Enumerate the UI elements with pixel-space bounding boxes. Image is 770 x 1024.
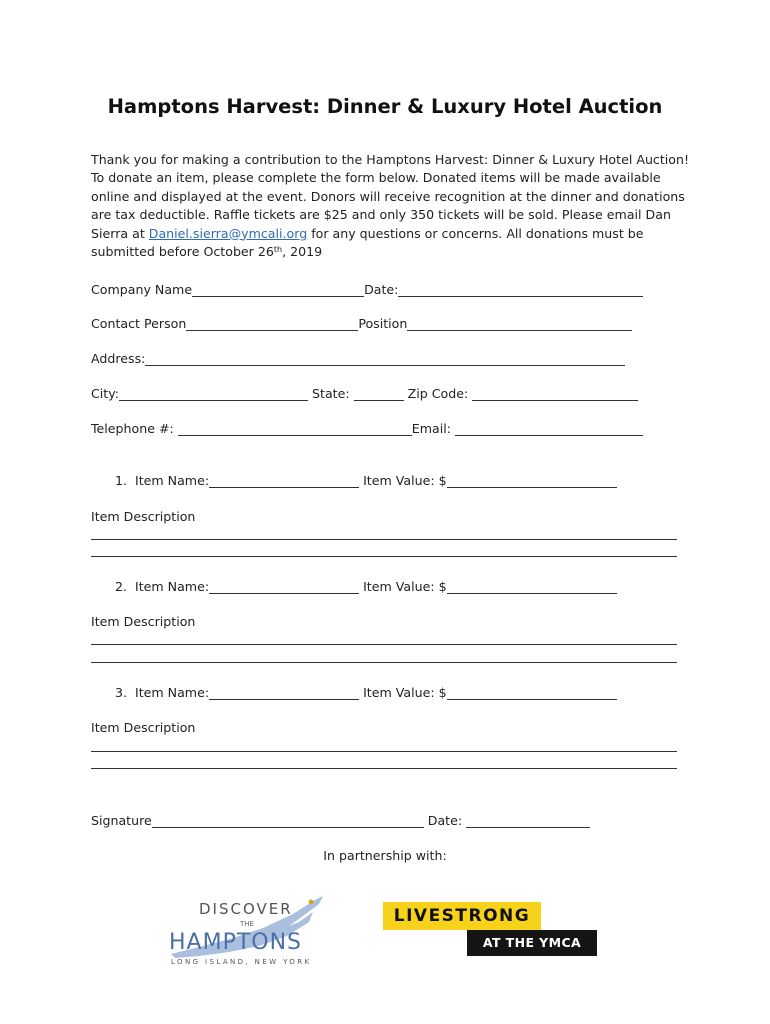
item-3-row — [115, 682, 617, 700]
item-1-description-label: Item Description — [91, 509, 196, 524]
zip-label: Zip Code: — [403, 386, 473, 401]
intro-text-cont: for any questions or concerns. All donations must be submitted before October 26 — [91, 225, 644, 260]
item-3-description-line-2[interactable] — [91, 768, 677, 769]
page-title: Hamptons Harvest: Dinner & Luxury Hotel Auction — [107, 95, 663, 118]
contact-row — [91, 313, 632, 331]
date-suffix: th — [273, 245, 283, 255]
city-label: City: — [91, 386, 120, 401]
intro-year: , 2019 — [282, 244, 323, 260]
item-value-label: Item Value: $ — [359, 579, 447, 594]
item-3-name-field[interactable] — [209, 685, 359, 700]
logo-long-island-text: LONG ISLAND, NEW YORK — [171, 958, 312, 966]
item-name-label: Item Name: — [135, 579, 210, 594]
company-name-field[interactable] — [192, 282, 364, 297]
state-field[interactable] — [354, 386, 404, 401]
company-name-label: Company Name — [91, 282, 193, 297]
logo-the-text: THE — [240, 920, 254, 928]
item-value-label: Item Value: $ — [359, 473, 447, 488]
signature-date-field[interactable] — [466, 813, 590, 828]
item-2-value-field[interactable] — [447, 579, 617, 594]
email-field[interactable] — [455, 421, 643, 436]
telephone-label: Telephone #: — [91, 421, 178, 436]
discover-hamptons-logo — [163, 892, 335, 972]
company-row — [91, 279, 643, 297]
item-1-description-line-1[interactable] — [91, 539, 677, 540]
contact-person-label: Contact Person — [91, 316, 187, 331]
item-2-description-line-1[interactable] — [91, 644, 677, 645]
email-link[interactable]: Daniel.sierra@ymcali.org — [148, 225, 308, 241]
item-3-value-field[interactable] — [447, 685, 617, 700]
item-1-value-field[interactable] — [447, 473, 617, 488]
telephone-row — [91, 418, 643, 436]
signature-date-label: Date: — [423, 813, 467, 828]
item-number: 1. — [115, 473, 128, 488]
livestrong-ymca-logo — [383, 902, 597, 956]
partnership-label: In partnership with: — [323, 848, 447, 863]
position-label: Position — [358, 316, 408, 331]
date-label: Date: — [364, 282, 399, 297]
item-number: 3. — [115, 685, 128, 700]
item-1-description-line-2[interactable] — [91, 556, 677, 557]
signature-row — [91, 810, 590, 828]
signature-label: Signature — [91, 813, 152, 828]
intro-text: Thank you for making a contribution to the Hamptons Harvest: Dinner & Luxury Hotel Auction! To donate an item, please complete the form below. Donated items will be made available online and displayed at the event. Donors will receive recognition at the dinner and donations are tax deductible. Raffle tickets are $25 and only 350 tickets will be sold. Please email Dan Sierra at — [91, 152, 690, 241]
item-2-row — [115, 576, 617, 594]
contact-person-field[interactable] — [186, 316, 358, 331]
item-3-description-line-1[interactable] — [91, 751, 677, 752]
intro-paragraph — [91, 151, 691, 261]
position-field[interactable] — [407, 316, 632, 331]
item-2-name-field[interactable] — [209, 579, 359, 594]
telephone-field[interactable] — [178, 421, 412, 436]
date-field[interactable] — [398, 282, 643, 297]
state-label: State: — [308, 386, 354, 401]
zip-field[interactable] — [472, 386, 638, 401]
long-island-map-icon — [163, 892, 335, 972]
item-1-name-field[interactable] — [209, 473, 359, 488]
item-name-label: Item Name: — [135, 473, 210, 488]
city-row — [91, 383, 638, 401]
address-field[interactable] — [145, 351, 625, 366]
signature-field[interactable] — [152, 813, 424, 828]
address-label: Address: — [91, 351, 146, 366]
item-1-row — [115, 470, 617, 488]
email-label: Email: — [411, 421, 455, 436]
at-the-ymca-text: AT THE YMCA — [467, 930, 597, 956]
item-value-label: Item Value: $ — [359, 685, 447, 700]
item-number: 2. — [115, 579, 128, 594]
livestrong-text: LIVESTRONG — [383, 902, 541, 930]
item-3-description-label: Item Description — [91, 720, 196, 735]
city-field[interactable] — [119, 386, 308, 401]
item-2-description-label: Item Description — [91, 614, 196, 629]
logo-discover-text: DISCOVER — [199, 900, 293, 918]
address-row — [91, 348, 625, 366]
item-name-label: Item Name: — [135, 685, 210, 700]
logo-hamptons-text: HAMPTONS — [169, 930, 303, 955]
item-2-description-line-2[interactable] — [91, 662, 677, 663]
